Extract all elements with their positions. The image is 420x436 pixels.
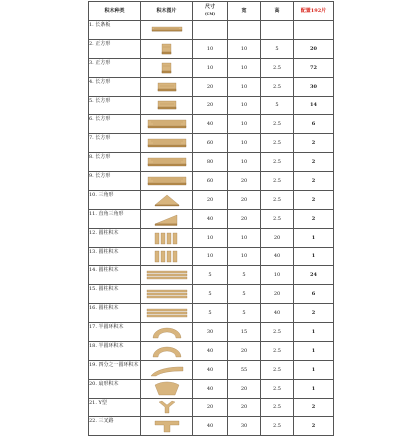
width-cell: 10 bbox=[228, 96, 261, 115]
table-row bbox=[89, 58, 334, 77]
block-spec-sheet bbox=[88, 1, 334, 436]
block-photo bbox=[143, 286, 191, 302]
length-cell: 10 bbox=[193, 228, 228, 247]
length-cell: 5 bbox=[193, 304, 228, 323]
width-cell: 20 bbox=[228, 190, 261, 209]
block-photo-cell bbox=[141, 228, 193, 247]
header-image: 积木图片 bbox=[141, 2, 193, 21]
block-type-cell bbox=[89, 379, 141, 398]
block-photo bbox=[143, 324, 191, 340]
block-photo bbox=[143, 97, 191, 113]
block-photo bbox=[143, 343, 191, 359]
block-type-name: 10. 三角形 bbox=[89, 191, 114, 198]
block-type-cell bbox=[89, 190, 141, 209]
height-cell: 2.5 bbox=[261, 379, 294, 398]
block-type-cell bbox=[89, 285, 141, 304]
height-cell: 2.5 bbox=[261, 323, 294, 342]
quantity-cell: 2 bbox=[294, 398, 334, 417]
length-cell: 10 bbox=[193, 58, 228, 77]
block-type-name: 1. 长条板 bbox=[89, 22, 111, 28]
block-photo bbox=[143, 418, 191, 434]
width-cell: 20 bbox=[228, 209, 261, 228]
table-row bbox=[89, 360, 334, 379]
block-type-name: 13. 圆柱积木 bbox=[89, 248, 119, 255]
block-type-cell bbox=[89, 341, 141, 360]
block-type-name: 9. 长方形 bbox=[89, 173, 111, 179]
quantity-cell: 1 bbox=[294, 379, 334, 398]
height-cell: 2.5 bbox=[261, 134, 294, 153]
block-photo bbox=[143, 60, 191, 76]
block-photo-cell bbox=[141, 360, 193, 379]
length-cell: 40 bbox=[193, 379, 228, 398]
width-cell: 20 bbox=[228, 341, 261, 360]
block-photo-cell bbox=[141, 209, 193, 228]
block-type-cell bbox=[89, 247, 141, 266]
block-photo-cell bbox=[141, 398, 193, 417]
quantity-cell: 72 bbox=[294, 58, 334, 77]
length-cell: 20 bbox=[193, 96, 228, 115]
quantity-cell: 2 bbox=[294, 417, 334, 436]
quantity-cell: 1 bbox=[294, 360, 334, 379]
block-photo-cell bbox=[141, 323, 193, 342]
block-photo-cell bbox=[141, 77, 193, 96]
table-row bbox=[89, 379, 334, 398]
table-row bbox=[89, 304, 334, 323]
length-cell: 80 bbox=[193, 153, 228, 172]
height-cell: 2.5 bbox=[261, 77, 294, 96]
header-length-unit: (CM) bbox=[205, 12, 215, 16]
block-photo bbox=[143, 267, 191, 283]
block-type-name: 5. 长方形 bbox=[89, 97, 111, 104]
block-type-name: 11. 直角三角形 bbox=[89, 210, 124, 217]
block-type-cell bbox=[89, 266, 141, 285]
quantity-cell: 30 bbox=[294, 77, 334, 96]
table-row bbox=[89, 96, 334, 115]
table-row bbox=[89, 172, 334, 191]
quantity-cell: 6 bbox=[294, 115, 334, 134]
block-photo-cell bbox=[141, 134, 193, 153]
height-cell: 40 bbox=[261, 304, 294, 323]
block-photo bbox=[143, 135, 191, 151]
width-cell: 15 bbox=[228, 323, 261, 342]
width-cell: 30 bbox=[228, 417, 261, 436]
height-cell: 20 bbox=[261, 228, 294, 247]
length-cell: 60 bbox=[193, 134, 228, 153]
block-photo-cell bbox=[141, 247, 193, 266]
length-cell: 40 bbox=[193, 417, 228, 436]
height-cell: 2.5 bbox=[261, 417, 294, 436]
block-type-cell bbox=[89, 228, 141, 247]
block-type-name: 3. 正方形 bbox=[89, 59, 111, 66]
table-row bbox=[89, 134, 334, 153]
table-row bbox=[89, 209, 334, 228]
block-photo-cell bbox=[141, 266, 193, 285]
block-photo bbox=[143, 381, 191, 397]
quantity-cell: 2 bbox=[294, 304, 334, 323]
table-row bbox=[89, 115, 334, 134]
table-row bbox=[89, 341, 334, 360]
block-type-name: 15. 圆柱积木 bbox=[89, 286, 119, 293]
height-cell: 5 bbox=[261, 39, 294, 58]
length-cell: 40 bbox=[193, 115, 228, 134]
width-cell: 10 bbox=[228, 153, 261, 172]
length-cell: 5 bbox=[193, 266, 228, 285]
block-photo bbox=[143, 22, 191, 38]
block-photo bbox=[143, 79, 191, 95]
block-photo bbox=[143, 211, 191, 227]
block-type-cell bbox=[89, 134, 141, 153]
block-type-cell bbox=[89, 323, 141, 342]
height-cell: 2.5 bbox=[261, 58, 294, 77]
header-type: 积木种类 bbox=[89, 2, 141, 21]
table-row bbox=[89, 21, 334, 40]
quantity-cell: 1 bbox=[294, 323, 334, 342]
quantity-cell: 14 bbox=[294, 96, 334, 115]
table-row bbox=[89, 77, 334, 96]
block-type-name: 22. 三叉路 bbox=[89, 418, 114, 425]
quantity-cell: 1 bbox=[294, 341, 334, 360]
quantity-cell: 2 bbox=[294, 153, 334, 172]
table-body bbox=[89, 21, 334, 436]
block-photo-cell bbox=[141, 304, 193, 323]
height-cell: 2.5 bbox=[261, 398, 294, 417]
width-cell: 10 bbox=[228, 228, 261, 247]
quantity-cell bbox=[294, 21, 334, 40]
header-length-label: 尺寸 bbox=[204, 4, 215, 10]
height-cell bbox=[261, 21, 294, 40]
width-cell: 10 bbox=[228, 115, 261, 134]
block-photo-cell bbox=[141, 21, 193, 40]
block-photo bbox=[143, 154, 191, 170]
width-cell: 20 bbox=[228, 379, 261, 398]
height-cell: 40 bbox=[261, 247, 294, 266]
block-type-name: 14. 圆柱积木 bbox=[89, 267, 119, 274]
block-photo-cell bbox=[141, 96, 193, 115]
block-photo-cell bbox=[141, 341, 193, 360]
height-cell: 5 bbox=[261, 96, 294, 115]
length-cell: 5 bbox=[193, 285, 228, 304]
length-cell: 40 bbox=[193, 341, 228, 360]
height-cell: 2.5 bbox=[261, 153, 294, 172]
table-row bbox=[89, 323, 334, 342]
width-cell: 10 bbox=[228, 77, 261, 96]
quantity-cell: 1 bbox=[294, 228, 334, 247]
table-row bbox=[89, 190, 334, 209]
quantity-cell: 2 bbox=[294, 172, 334, 191]
width-cell: 10 bbox=[228, 58, 261, 77]
length-cell bbox=[193, 21, 228, 40]
block-type-cell bbox=[89, 304, 141, 323]
table-row bbox=[89, 285, 334, 304]
block-photo-cell bbox=[141, 58, 193, 77]
block-photo-cell bbox=[141, 115, 193, 134]
block-type-name: 21. Y型 bbox=[89, 399, 107, 406]
block-type-cell bbox=[89, 77, 141, 96]
block-photo bbox=[143, 362, 191, 378]
length-cell: 10 bbox=[193, 39, 228, 58]
block-photo bbox=[143, 399, 191, 415]
block-type-name: 7. 长方形 bbox=[89, 135, 111, 142]
block-type-cell bbox=[89, 115, 141, 134]
block-photo bbox=[143, 173, 191, 189]
length-cell: 20 bbox=[193, 77, 228, 96]
width-cell: 20 bbox=[228, 172, 261, 191]
width-cell: 10 bbox=[228, 247, 261, 266]
height-cell: 2.5 bbox=[261, 341, 294, 360]
block-type-name: 17. 半圆环积木 bbox=[89, 324, 124, 330]
block-type-cell bbox=[89, 96, 141, 115]
height-cell: 20 bbox=[261, 285, 294, 304]
table-row bbox=[89, 228, 334, 247]
block-type-cell bbox=[89, 39, 141, 58]
table-row bbox=[89, 39, 334, 58]
block-type-cell bbox=[89, 360, 141, 379]
height-cell: 2.5 bbox=[261, 172, 294, 191]
table-row bbox=[89, 247, 334, 266]
block-photo-cell bbox=[141, 190, 193, 209]
width-cell: 20 bbox=[228, 398, 261, 417]
block-photo bbox=[143, 248, 191, 264]
length-cell: 20 bbox=[193, 398, 228, 417]
table-row bbox=[89, 153, 334, 172]
header-height: 高 bbox=[261, 2, 294, 21]
block-type-cell bbox=[89, 209, 141, 228]
width-cell: 5 bbox=[228, 266, 261, 285]
quantity-cell: 2 bbox=[294, 134, 334, 153]
height-cell: 2.5 bbox=[261, 209, 294, 228]
table-row bbox=[89, 266, 334, 285]
quantity-cell: 20 bbox=[294, 39, 334, 58]
quantity-cell: 1 bbox=[294, 247, 334, 266]
block-type-name: 18. 半圆环积木 bbox=[89, 342, 124, 349]
block-photo-cell bbox=[141, 285, 193, 304]
block-type-cell bbox=[89, 58, 141, 77]
block-photo bbox=[143, 230, 191, 246]
block-photo-cell bbox=[141, 39, 193, 58]
block-photo bbox=[143, 192, 191, 208]
block-type-name: 8. 长方形 bbox=[89, 154, 111, 161]
block-photo-cell bbox=[141, 379, 193, 398]
block-type-name: 20. 扇形积木 bbox=[89, 380, 119, 387]
width-cell bbox=[228, 21, 261, 40]
height-cell: 2.5 bbox=[261, 190, 294, 209]
quantity-cell: 24 bbox=[294, 266, 334, 285]
block-photo-cell bbox=[141, 172, 193, 191]
table-row bbox=[89, 398, 334, 417]
header-row bbox=[89, 2, 334, 21]
block-type-name: 6. 长方形 bbox=[89, 116, 111, 123]
block-type-name: 16. 圆柱积木 bbox=[89, 305, 119, 312]
block-photo-cell bbox=[141, 153, 193, 172]
quantity-cell: 6 bbox=[294, 285, 334, 304]
header-quantity: 配置192片 bbox=[294, 2, 334, 21]
block-type-name: 4. 长方形 bbox=[89, 78, 111, 85]
length-cell: 10 bbox=[193, 247, 228, 266]
block-type-name: 19. 四分之一圆环积木 bbox=[89, 361, 139, 368]
length-cell: 60 bbox=[193, 172, 228, 191]
block-photo bbox=[143, 116, 191, 132]
block-type-name: 12. 圆柱积木 bbox=[89, 229, 119, 236]
header-length bbox=[193, 2, 228, 21]
quantity-cell: 2 bbox=[294, 190, 334, 209]
header-width: 宽 bbox=[228, 2, 261, 21]
block-type-cell bbox=[89, 21, 141, 40]
width-cell: 55 bbox=[228, 360, 261, 379]
width-cell: 5 bbox=[228, 285, 261, 304]
block-type-name: 2. 正方形 bbox=[89, 40, 111, 47]
length-cell: 20 bbox=[193, 190, 228, 209]
quantity-cell: 2 bbox=[294, 209, 334, 228]
block-type-cell bbox=[89, 153, 141, 172]
height-cell: 10 bbox=[261, 266, 294, 285]
length-cell: 40 bbox=[193, 209, 228, 228]
block-photo bbox=[143, 41, 191, 57]
block-type-cell bbox=[89, 398, 141, 417]
block-type-cell bbox=[89, 172, 141, 191]
length-cell: 40 bbox=[193, 360, 228, 379]
width-cell: 10 bbox=[228, 39, 261, 58]
width-cell: 5 bbox=[228, 304, 261, 323]
length-cell: 30 bbox=[193, 323, 228, 342]
block-photo bbox=[143, 305, 191, 321]
height-cell: 2.5 bbox=[261, 360, 294, 379]
height-cell: 2.5 bbox=[261, 115, 294, 134]
block-spec-table bbox=[88, 1, 334, 436]
width-cell: 10 bbox=[228, 134, 261, 153]
